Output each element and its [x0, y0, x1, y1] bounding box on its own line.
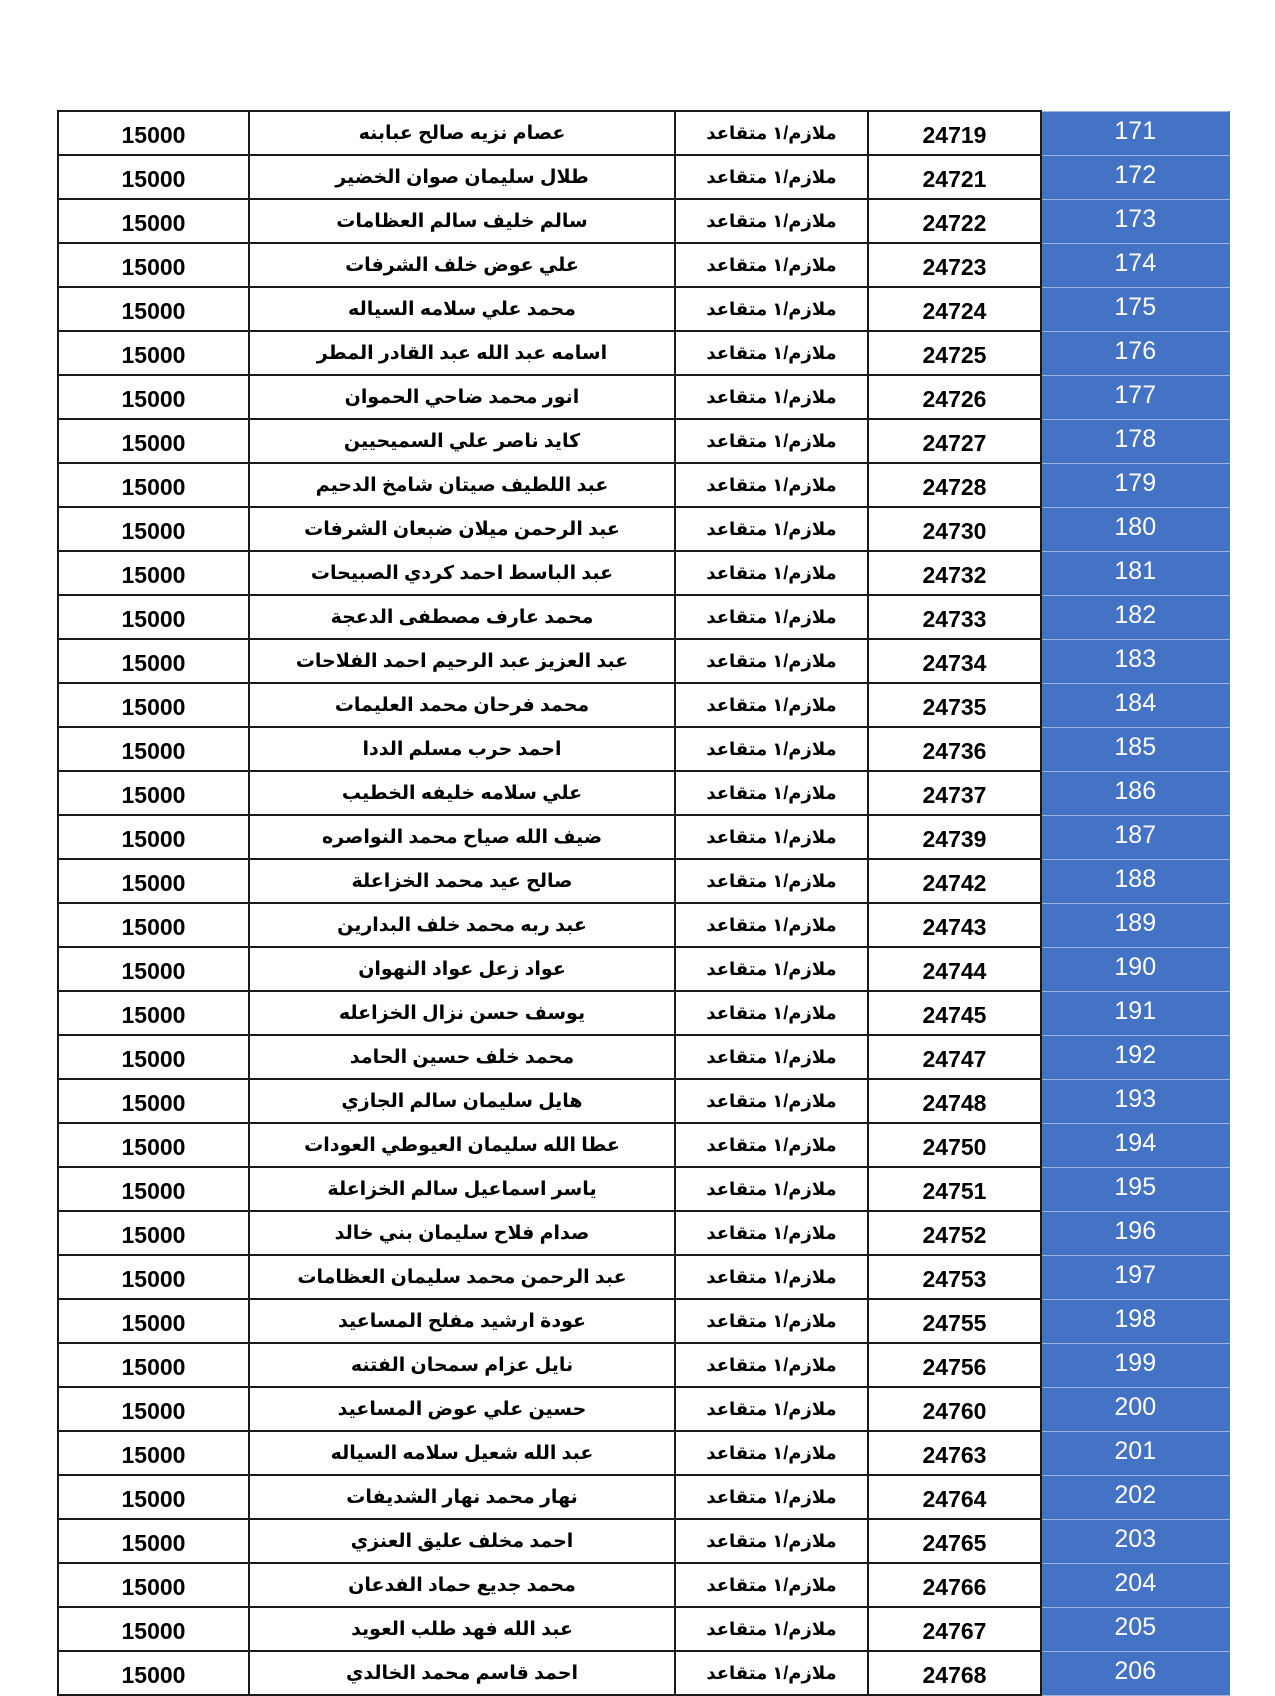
sequence-number-cell: 206: [1041, 1651, 1229, 1695]
sequence-number-cell: 191: [1041, 991, 1229, 1035]
sequence-number-cell: 181: [1041, 551, 1229, 595]
rank-cell: ملازم/١ متقاعد: [675, 1255, 868, 1299]
table-row: [58, 1299, 1229, 1343]
table-row: [58, 507, 1229, 551]
full-name-cell: حسين علي عوض المساعيد: [249, 1387, 675, 1431]
military-number-cell: 24721: [868, 155, 1041, 199]
table-row: [58, 1475, 1229, 1519]
sequence-number-cell: 172: [1041, 155, 1229, 199]
rank-cell: ملازم/١ متقاعد: [675, 639, 868, 683]
sequence-number-cell: 196: [1041, 1211, 1229, 1255]
rank-cell: ملازم/١ متقاعد: [675, 1167, 868, 1211]
full-name-cell: عبد الله شعيل سلامه السياله: [249, 1431, 675, 1475]
military-number-cell: 24733: [868, 595, 1041, 639]
table-row: [58, 947, 1229, 991]
sequence-number-cell: 189: [1041, 903, 1229, 947]
table-row: [58, 287, 1229, 331]
amount-cell: 15000: [58, 1651, 249, 1695]
table-row: [58, 1123, 1229, 1167]
rank-cell: ملازم/١ متقاعد: [675, 991, 868, 1035]
table-row: [58, 1035, 1229, 1079]
sequence-number-cell: 202: [1041, 1475, 1229, 1519]
sequence-number-cell: 176: [1041, 331, 1229, 375]
sequence-number-cell: 204: [1041, 1563, 1229, 1607]
table-row: [58, 639, 1229, 683]
amount-cell: 15000: [58, 463, 249, 507]
military-number-cell: 24732: [868, 551, 1041, 595]
table-row: [58, 683, 1229, 727]
table-row: [58, 903, 1229, 947]
amount-cell: 15000: [58, 683, 249, 727]
military-number-cell: 24743: [868, 903, 1041, 947]
full-name-cell: عواد زعل عواد النهوان: [249, 947, 675, 991]
table-row: [58, 331, 1229, 375]
amount-cell: 15000: [58, 1563, 249, 1607]
full-name-cell: عبد العزيز عبد الرحيم احمد الفلاحات: [249, 639, 675, 683]
amount-cell: 15000: [58, 1299, 249, 1343]
rank-cell: ملازم/١ متقاعد: [675, 1079, 868, 1123]
military-number-cell: 24727: [868, 419, 1041, 463]
rank-cell: ملازم/١ متقاعد: [675, 1475, 868, 1519]
full-name-cell: محمد عارف مصطفى الدعجة: [249, 595, 675, 639]
full-name-cell: ضيف الله صياح محمد النواصره: [249, 815, 675, 859]
full-name-cell: عبد الرحمن محمد سليمان العظامات: [249, 1255, 675, 1299]
military-number-cell: 24750: [868, 1123, 1041, 1167]
full-name-cell: عطا الله سليمان العيوطي العودات: [249, 1123, 675, 1167]
sequence-number-cell: 182: [1041, 595, 1229, 639]
table-row: [58, 199, 1229, 243]
sequence-number-cell: 177: [1041, 375, 1229, 419]
full-name-cell: اسامه عبد الله عبد القادر المطر: [249, 331, 675, 375]
table-row: [58, 155, 1229, 199]
amount-cell: 15000: [58, 551, 249, 595]
amount-cell: 15000: [58, 639, 249, 683]
amount-cell: 15000: [58, 155, 249, 199]
military-number-cell: 24730: [868, 507, 1041, 551]
sequence-number-cell: 201: [1041, 1431, 1229, 1475]
military-number-cell: 24768: [868, 1651, 1041, 1695]
sequence-number-cell: 174: [1041, 243, 1229, 287]
military-number-cell: 24748: [868, 1079, 1041, 1123]
military-number-cell: 24736: [868, 727, 1041, 771]
retirees-table: [57, 110, 1230, 1696]
full-name-cell: محمد علي سلامه السياله: [249, 287, 675, 331]
military-number-cell: 24756: [868, 1343, 1041, 1387]
sequence-number-cell: 178: [1041, 419, 1229, 463]
rank-cell: ملازم/١ متقاعد: [675, 1123, 868, 1167]
military-number-cell: 24745: [868, 991, 1041, 1035]
military-number-cell: 24763: [868, 1431, 1041, 1475]
table-row: [58, 1167, 1229, 1211]
full-name-cell: عبد الرحمن ميلان ضبعان الشرفات: [249, 507, 675, 551]
amount-cell: 15000: [58, 507, 249, 551]
military-number-cell: 24764: [868, 1475, 1041, 1519]
full-name-cell: صالح عيد محمد الخزاعلة: [249, 859, 675, 903]
amount-cell: 15000: [58, 243, 249, 287]
table-row: [58, 1079, 1229, 1123]
amount-cell: 15000: [58, 727, 249, 771]
full-name-cell: صدام فلاح سليمان بني خالد: [249, 1211, 675, 1255]
military-number-cell: 24724: [868, 287, 1041, 331]
rank-cell: ملازم/١ متقاعد: [675, 1211, 868, 1255]
full-name-cell: عصام نزيه صالح عبابنه: [249, 111, 675, 155]
amount-cell: 15000: [58, 859, 249, 903]
full-name-cell: هايل سليمان سالم الجازي: [249, 1079, 675, 1123]
table-row: [58, 1519, 1229, 1563]
military-number-cell: 24766: [868, 1563, 1041, 1607]
sequence-number-cell: 180: [1041, 507, 1229, 551]
table-row: [58, 551, 1229, 595]
amount-cell: 15000: [58, 595, 249, 639]
table-row: [58, 463, 1229, 507]
sequence-number-cell: 175: [1041, 287, 1229, 331]
rank-cell: ملازم/١ متقاعد: [675, 155, 868, 199]
rank-cell: ملازم/١ متقاعد: [675, 1651, 868, 1695]
rank-cell: ملازم/١ متقاعد: [675, 859, 868, 903]
sequence-number-cell: 200: [1041, 1387, 1229, 1431]
military-number-cell: 24734: [868, 639, 1041, 683]
amount-cell: 15000: [58, 1343, 249, 1387]
military-number-cell: 24739: [868, 815, 1041, 859]
full-name-cell: محمد جديع حماد الفدعان: [249, 1563, 675, 1607]
rank-cell: ملازم/١ متقاعد: [675, 727, 868, 771]
military-number-cell: 24726: [868, 375, 1041, 419]
table-row: [58, 1211, 1229, 1255]
table-row: [58, 1431, 1229, 1475]
full-name-cell: عبد ربه محمد خلف البدارين: [249, 903, 675, 947]
rank-cell: ملازم/١ متقاعد: [675, 1035, 868, 1079]
amount-cell: 15000: [58, 815, 249, 859]
military-number-cell: 24760: [868, 1387, 1041, 1431]
sequence-number-cell: 199: [1041, 1343, 1229, 1387]
sequence-number-cell: 188: [1041, 859, 1229, 903]
rank-cell: ملازم/١ متقاعد: [675, 551, 868, 595]
sequence-number-cell: 192: [1041, 1035, 1229, 1079]
sequence-number-cell: 184: [1041, 683, 1229, 727]
military-number-cell: 24742: [868, 859, 1041, 903]
amount-cell: 15000: [58, 1035, 249, 1079]
table-row: [58, 111, 1229, 155]
military-number-cell: 24722: [868, 199, 1041, 243]
table-body: [58, 111, 1229, 1695]
rank-cell: ملازم/١ متقاعد: [675, 419, 868, 463]
military-number-cell: 24723: [868, 243, 1041, 287]
rank-cell: ملازم/١ متقاعد: [675, 375, 868, 419]
full-name-cell: علي سلامه خليفه الخطيب: [249, 771, 675, 815]
military-number-cell: 24767: [868, 1607, 1041, 1651]
table-row: [58, 991, 1229, 1035]
rank-cell: ملازم/١ متقاعد: [675, 507, 868, 551]
table-row: [58, 859, 1229, 903]
military-number-cell: 24765: [868, 1519, 1041, 1563]
amount-cell: 15000: [58, 991, 249, 1035]
amount-cell: 15000: [58, 419, 249, 463]
full-name-cell: انور محمد ضاحي الحموان: [249, 375, 675, 419]
table-row: [58, 771, 1229, 815]
full-name-cell: نايل عزام سمحان الفتنه: [249, 1343, 675, 1387]
military-number-cell: 24751: [868, 1167, 1041, 1211]
rank-cell: ملازم/١ متقاعد: [675, 771, 868, 815]
military-number-cell: 24737: [868, 771, 1041, 815]
amount-cell: 15000: [58, 771, 249, 815]
table-row: [58, 1387, 1229, 1431]
amount-cell: 15000: [58, 1255, 249, 1299]
full-name-cell: ياسر اسماعيل سالم الخزاعلة: [249, 1167, 675, 1211]
sequence-number-cell: 193: [1041, 1079, 1229, 1123]
sequence-number-cell: 197: [1041, 1255, 1229, 1299]
full-name-cell: محمد خلف حسين الحامد: [249, 1035, 675, 1079]
full-name-cell: احمد حرب مسلم الددا: [249, 727, 675, 771]
rank-cell: ملازم/١ متقاعد: [675, 199, 868, 243]
full-name-cell: احمد مخلف عليق العنزي: [249, 1519, 675, 1563]
amount-cell: 15000: [58, 1387, 249, 1431]
sequence-number-cell: 186: [1041, 771, 1229, 815]
rank-cell: ملازم/١ متقاعد: [675, 1431, 868, 1475]
amount-cell: 15000: [58, 1167, 249, 1211]
amount-cell: 15000: [58, 1211, 249, 1255]
full-name-cell: يوسف حسن نزال الخزاعله: [249, 991, 675, 1035]
sequence-number-cell: 203: [1041, 1519, 1229, 1563]
military-number-cell: 24719: [868, 111, 1041, 155]
amount-cell: 15000: [58, 287, 249, 331]
military-number-cell: 24747: [868, 1035, 1041, 1079]
full-name-cell: سالم خليف سالم العظامات: [249, 199, 675, 243]
rank-cell: ملازم/١ متقاعد: [675, 595, 868, 639]
sequence-number-cell: 179: [1041, 463, 1229, 507]
table-row: [58, 1607, 1229, 1651]
table-row: [58, 419, 1229, 463]
full-name-cell: علي عوض خلف الشرفات: [249, 243, 675, 287]
amount-cell: 15000: [58, 1431, 249, 1475]
amount-cell: 15000: [58, 375, 249, 419]
rank-cell: ملازم/١ متقاعد: [675, 1299, 868, 1343]
military-number-cell: 24753: [868, 1255, 1041, 1299]
sequence-number-cell: 183: [1041, 639, 1229, 683]
full-name-cell: محمد فرحان محمد العليمات: [249, 683, 675, 727]
rank-cell: ملازم/١ متقاعد: [675, 287, 868, 331]
sequence-number-cell: 205: [1041, 1607, 1229, 1651]
rank-cell: ملازم/١ متقاعد: [675, 463, 868, 507]
sequence-number-cell: 190: [1041, 947, 1229, 991]
full-name-cell: عودة ارشيد مفلح المساعيد: [249, 1299, 675, 1343]
sequence-number-cell: 195: [1041, 1167, 1229, 1211]
amount-cell: 15000: [58, 199, 249, 243]
rank-cell: ملازم/١ متقاعد: [675, 903, 868, 947]
full-name-cell: كايد ناصر علي السميحيين: [249, 419, 675, 463]
table-row: [58, 727, 1229, 771]
full-name-cell: عبد الباسط احمد كردي الصبيحات: [249, 551, 675, 595]
amount-cell: 15000: [58, 1519, 249, 1563]
table-row: [58, 243, 1229, 287]
amount-cell: 15000: [58, 947, 249, 991]
amount-cell: 15000: [58, 331, 249, 375]
sequence-number-cell: 187: [1041, 815, 1229, 859]
military-number-cell: 24728: [868, 463, 1041, 507]
military-number-cell: 24752: [868, 1211, 1041, 1255]
sequence-number-cell: 173: [1041, 199, 1229, 243]
sequence-number-cell: 185: [1041, 727, 1229, 771]
amount-cell: 15000: [58, 1123, 249, 1167]
table-row: [58, 1563, 1229, 1607]
full-name-cell: نهار محمد نهار الشديفات: [249, 1475, 675, 1519]
rank-cell: ملازم/١ متقاعد: [675, 243, 868, 287]
amount-cell: 15000: [58, 1475, 249, 1519]
military-number-cell: 24744: [868, 947, 1041, 991]
amount-cell: 15000: [58, 1607, 249, 1651]
amount-cell: 15000: [58, 1079, 249, 1123]
sequence-number-cell: 194: [1041, 1123, 1229, 1167]
rank-cell: ملازم/١ متقاعد: [675, 331, 868, 375]
full-name-cell: احمد قاسم محمد الخالدي: [249, 1651, 675, 1695]
military-number-cell: 24725: [868, 331, 1041, 375]
military-number-cell: 24735: [868, 683, 1041, 727]
table-row: [58, 1343, 1229, 1387]
table-row: [58, 1255, 1229, 1299]
rank-cell: ملازم/١ متقاعد: [675, 1607, 868, 1651]
full-name-cell: طلال سليمان صوان الخضير: [249, 155, 675, 199]
full-name-cell: عبد الله فهد طلب العويد: [249, 1607, 675, 1651]
military-number-cell: 24755: [868, 1299, 1041, 1343]
rank-cell: ملازم/١ متقاعد: [675, 1343, 868, 1387]
rank-cell: ملازم/١ متقاعد: [675, 1387, 868, 1431]
rank-cell: ملازم/١ متقاعد: [675, 1519, 868, 1563]
rank-cell: ملازم/١ متقاعد: [675, 683, 868, 727]
amount-cell: 15000: [58, 111, 249, 155]
rank-cell: ملازم/١ متقاعد: [675, 1563, 868, 1607]
full-name-cell: عبد اللطيف صيتان شامخ الدحيم: [249, 463, 675, 507]
table-row: [58, 595, 1229, 639]
rank-cell: ملازم/١ متقاعد: [675, 815, 868, 859]
table-row: [58, 375, 1229, 419]
rank-cell: ملازم/١ متقاعد: [675, 111, 868, 155]
rank-cell: ملازم/١ متقاعد: [675, 947, 868, 991]
amount-cell: 15000: [58, 903, 249, 947]
table-row: [58, 1651, 1229, 1695]
sequence-number-cell: 171: [1041, 111, 1229, 155]
table-row: [58, 815, 1229, 859]
sequence-number-cell: 198: [1041, 1299, 1229, 1343]
